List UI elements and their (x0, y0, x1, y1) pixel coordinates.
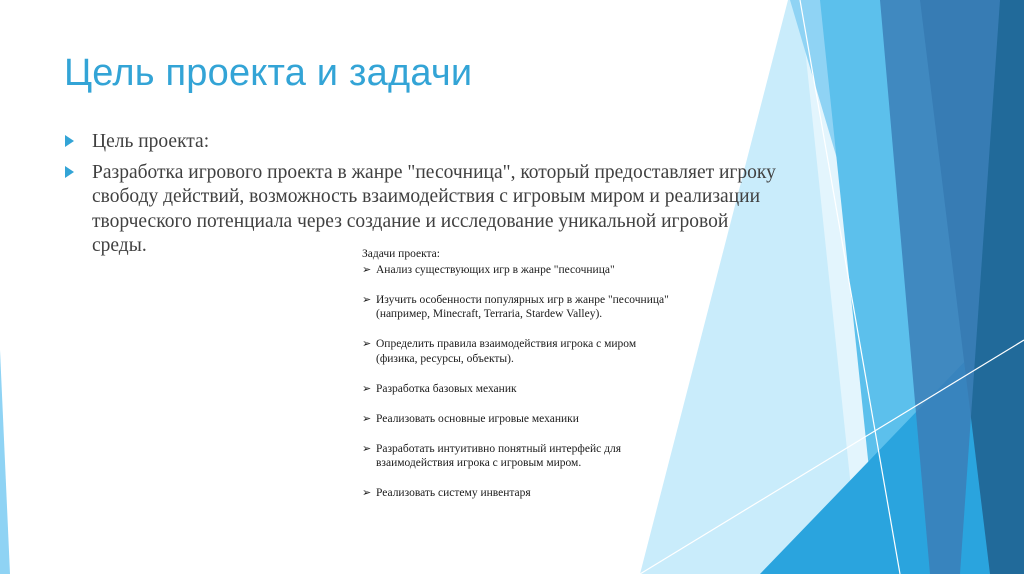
arrowhead-marker-icon: ➢ (362, 292, 372, 306)
bullet-goal-label (64, 130, 784, 155)
tasks-heading: Задачи проекта: (362, 248, 440, 260)
arrowhead-marker-icon: ➢ (362, 262, 372, 276)
arrowhead-marker-icon: ➢ (362, 337, 372, 350)
task-text: Изучить особенности популярных игр в жанре "песочница" (например, Minecraft, Terraria, Stardew Valley). (376, 293, 669, 320)
task-text: Определить правила взаимодействия игрока с миром (физика, ресурсы, объекты). (376, 338, 637, 365)
task-item (362, 263, 672, 278)
task-item (362, 442, 672, 471)
task-text: Разработка базовых механик (376, 382, 517, 395)
arrowhead-marker-icon: ➢ (362, 441, 372, 455)
task-text: Разработать интуитивно понятный интерфейс для взаимодействия игрока с игровым миром. (376, 442, 621, 469)
tasks-block (362, 247, 672, 516)
arrowhead-marker-icon: ➢ (362, 486, 372, 499)
bullet-text: Разработка игрового проекта в жанре "песочница", который предоставляет игроку свободу действий, возможность взаимодействия с игровым миром и реализации творческого потенциала через создание и исследование уникальной игровой среды. (92, 161, 776, 256)
task-item (362, 382, 672, 397)
arrowhead-marker-icon: ➢ (362, 411, 372, 425)
task-text: Реализовать систему инвентаря (376, 487, 531, 499)
triangle-bullet-icon (65, 166, 74, 178)
task-item (362, 293, 672, 322)
triangle-bullet-icon (65, 135, 74, 147)
arrowhead-marker-icon: ➢ (362, 381, 372, 395)
left-edge-strip (0, 350, 10, 574)
task-item (362, 412, 672, 427)
bullet-text: Цель проекта: (92, 131, 210, 152)
task-text: Реализовать основные игровые механики (376, 412, 579, 425)
bullet-list (64, 130, 784, 265)
slide-title: Цель проекта и задачи (64, 52, 473, 94)
task-item (362, 486, 672, 501)
bullet-goal-description (64, 161, 784, 259)
task-item (362, 337, 672, 366)
tasks-list (362, 263, 672, 501)
task-text: Анализ существующих игр в жанре "песочница" (376, 263, 615, 276)
